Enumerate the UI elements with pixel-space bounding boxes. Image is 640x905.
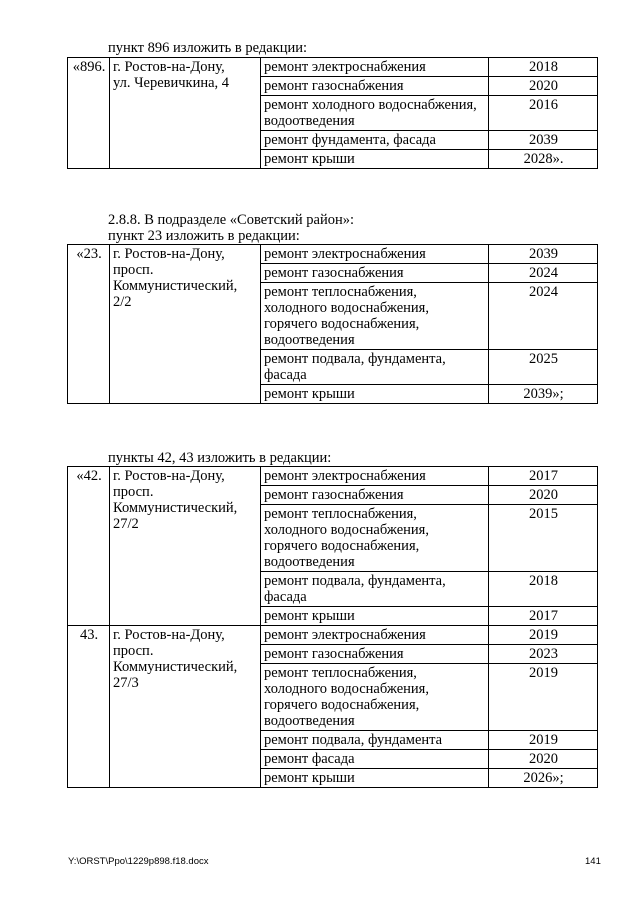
- item-number: «896.: [68, 58, 110, 169]
- work-type-cell: [261, 131, 489, 150]
- work-type-line: ремонт электроснабжения: [264, 468, 426, 484]
- year-cell: 2039»;: [489, 385, 598, 404]
- section2-heading: 2.8.8. В подразделе «Советский район»:: [108, 212, 355, 228]
- year-cell: 2023: [489, 645, 598, 664]
- work-type-line: водоотведения: [264, 713, 355, 729]
- year-cell: 2017: [489, 467, 598, 486]
- work-type-cell: [261, 245, 489, 264]
- address-cell: [110, 626, 261, 788]
- work-type-line: фасада: [264, 367, 307, 383]
- address-line: Коммунистический, 27/3: [113, 659, 238, 691]
- work-type-cell: [261, 264, 489, 283]
- year-cell: 2019: [489, 626, 598, 645]
- address-cell: [110, 245, 261, 404]
- work-type-line: холодного водоснабжения,: [264, 681, 429, 697]
- work-type-cell: [261, 664, 489, 731]
- year-cell: 2018: [489, 572, 598, 607]
- work-type-line: ремонт крыши: [264, 151, 355, 167]
- work-type-cell: [261, 96, 489, 131]
- work-type-cell: [261, 572, 489, 607]
- year-cell: 2020: [489, 486, 598, 505]
- work-type-cell: [261, 486, 489, 505]
- table-row: [68, 467, 598, 486]
- year-cell: 2018: [489, 58, 598, 77]
- year-cell: 2016: [489, 96, 598, 131]
- year-cell: 2024: [489, 264, 598, 283]
- address-line: просп.: [113, 262, 154, 278]
- year-cell: 2025: [489, 350, 598, 385]
- work-type-line: ремонт подвала, фундамента: [264, 732, 443, 748]
- work-type-line: ремонт крыши: [264, 770, 355, 786]
- work-type-line: холодного водоснабжения,: [264, 300, 429, 316]
- work-type-line: ремонт крыши: [264, 608, 355, 624]
- address-line: Коммунистический, 2/2: [113, 278, 238, 310]
- work-type-cell: [261, 750, 489, 769]
- section2-intro: пункт 23 изложить в редакции:: [108, 228, 300, 244]
- register-table-2: [67, 244, 598, 404]
- work-type-cell: [261, 467, 489, 486]
- work-type-line: горячего водоснабжения,: [264, 538, 420, 554]
- work-type-line: горячего водоснабжения,: [264, 697, 420, 713]
- work-type-line: ремонт крыши: [264, 386, 355, 402]
- work-type-cell: [261, 645, 489, 664]
- year-cell: 2028».: [489, 150, 598, 169]
- work-type-cell: [261, 505, 489, 572]
- year-cell: 2024: [489, 283, 598, 350]
- address-line: Коммунистический, 27/2: [113, 500, 238, 532]
- year-cell: 2019: [489, 664, 598, 731]
- work-type-cell: [261, 150, 489, 169]
- footer-page-number: 141: [585, 856, 601, 867]
- work-type-cell: [261, 607, 489, 626]
- address-line: ул. Черевичкина, 4: [113, 75, 230, 91]
- footer-file-path: Y:\ORST\Ppo\1229p898.f18.docx: [68, 856, 209, 867]
- work-type-cell: [261, 58, 489, 77]
- work-type-line: ремонт теплоснабжения,: [264, 506, 417, 522]
- work-type-line: водоотведения: [264, 113, 355, 129]
- address-cell: [110, 58, 261, 169]
- section1-intro: пункт 896 изложить в редакции:: [108, 40, 308, 56]
- work-type-cell: [261, 626, 489, 645]
- item-number: «42.: [68, 467, 110, 626]
- work-type-cell: [261, 77, 489, 96]
- address-line: г. Ростов-на-Дону,: [113, 627, 225, 643]
- work-type-line: ремонт фасада: [264, 751, 355, 767]
- address-line: г. Ростов-на-Дону,: [113, 59, 225, 75]
- item-number: 43.: [68, 626, 110, 788]
- address-cell: [110, 467, 261, 626]
- year-cell: 2020: [489, 750, 598, 769]
- register-table-1: [67, 57, 598, 169]
- work-type-line: ремонт подвала, фундамента,: [264, 351, 446, 367]
- work-type-line: холодного водоснабжения,: [264, 522, 429, 538]
- year-cell: 2020: [489, 77, 598, 96]
- work-type-cell: [261, 283, 489, 350]
- register-table-3: [67, 466, 598, 788]
- work-type-line: ремонт электроснабжения: [264, 59, 426, 75]
- table-row: [68, 245, 598, 264]
- year-cell: 2015: [489, 505, 598, 572]
- work-type-line: водоотведения: [264, 332, 355, 348]
- work-type-cell: [261, 731, 489, 750]
- table-row: [68, 58, 598, 77]
- work-type-line: ремонт холодного водоснабжения,: [264, 97, 477, 113]
- work-type-line: ремонт электроснабжения: [264, 246, 426, 262]
- year-cell: 2039: [489, 245, 598, 264]
- year-cell: 2026»;: [489, 769, 598, 788]
- address-line: просп.: [113, 643, 154, 659]
- address-line: г. Ростов-на-Дону,: [113, 468, 225, 484]
- year-cell: 2017: [489, 607, 598, 626]
- year-cell: 2039: [489, 131, 598, 150]
- table-row: [68, 626, 598, 645]
- item-number: «23.: [68, 245, 110, 404]
- work-type-cell: [261, 350, 489, 385]
- work-type-line: ремонт подвала, фундамента,: [264, 573, 446, 589]
- work-type-line: фасада: [264, 589, 307, 605]
- work-type-line: ремонт газоснабжения: [264, 646, 404, 662]
- address-line: г. Ростов-на-Дону,: [113, 246, 225, 262]
- work-type-cell: [261, 385, 489, 404]
- work-type-line: горячего водоснабжения,: [264, 316, 420, 332]
- address-line: просп.: [113, 484, 154, 500]
- section3-intro: пункты 42, 43 изложить в редакции:: [108, 450, 332, 466]
- work-type-line: ремонт газоснабжения: [264, 265, 404, 281]
- work-type-line: ремонт фундамента, фасада: [264, 132, 436, 148]
- work-type-line: ремонт газоснабжения: [264, 487, 404, 503]
- work-type-line: ремонт газоснабжения: [264, 78, 404, 94]
- year-cell: 2019: [489, 731, 598, 750]
- work-type-line: ремонт теплоснабжения,: [264, 665, 417, 681]
- work-type-line: ремонт электроснабжения: [264, 627, 426, 643]
- work-type-line: ремонт теплоснабжения,: [264, 284, 417, 300]
- work-type-line: водоотведения: [264, 554, 355, 570]
- work-type-cell: [261, 769, 489, 788]
